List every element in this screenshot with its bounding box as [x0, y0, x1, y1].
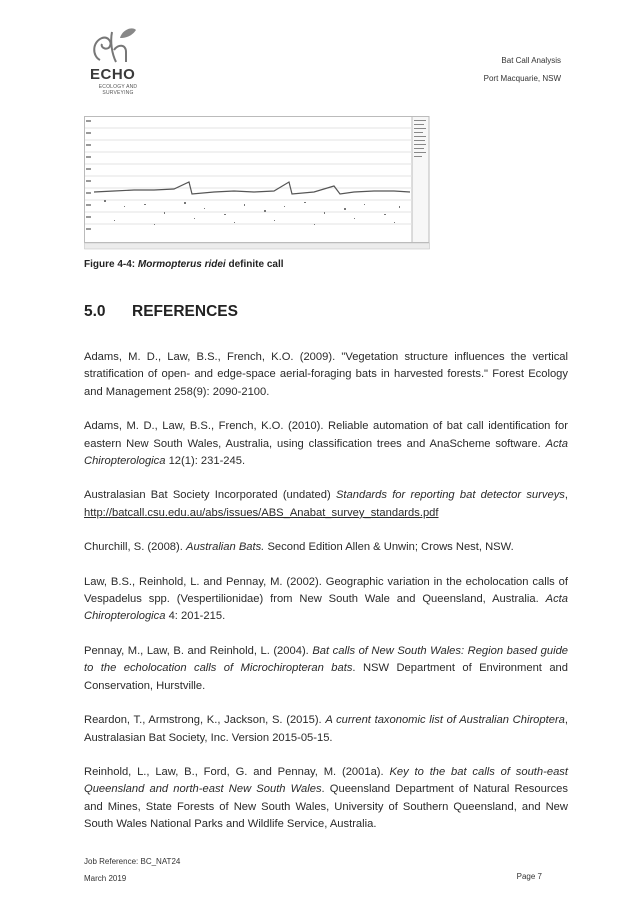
- reference-title: Key to the bat calls of south-east Queensland and north-east New South Wales: [84, 765, 569, 796]
- reference-text: Adams, M. D., Law, B.S., French, K.O. (2010). Reliable automation of bat call identification for eastern New South Wales, Australia, using classification trees and AnaScheme software.: [84, 420, 568, 450]
- reference-text: Law, B.S., Reinhold, L. and Pennay, M. (2002). Geographic variation in the echolocation calls of Vespadelus spp. (Vespertilionidae) from New South Wale and Queensland, Australia.: [84, 575, 568, 606]
- reference-text: 12(1): 231-245.: [165, 455, 246, 468]
- job-reference: Job Reference: BC_NAT24: [84, 857, 181, 866]
- footer-date: March 2019: [84, 874, 127, 883]
- reference-item: [84, 712, 568, 747]
- reference-text: , Australasian Bat Society, Inc. Version 2015-05-15.: [84, 714, 568, 744]
- reference-text: Churchill, S. (2008).: [84, 541, 186, 554]
- doc-title: Bat Call Analysis: [501, 56, 561, 65]
- reference-title: A current taxonomic list of Australian Chiroptera: [325, 714, 565, 727]
- reference-item: [84, 539, 568, 556]
- reference-journal: Acta Chiropterologica: [84, 437, 568, 468]
- reference-journal: Acta Chiropterologica: [84, 593, 568, 623]
- reference-text: 4: 201-215.: [165, 610, 226, 623]
- reference-text: Australasian Bat Society Incorporated (undated): [84, 489, 336, 502]
- reference-item: [84, 574, 568, 626]
- leaf-logo-icon: [86, 26, 146, 68]
- footer-left: [84, 855, 180, 889]
- reference-item: [84, 418, 568, 470]
- reference-text: . NSW Department of Environment and Conservation, Hurstville.: [84, 662, 568, 692]
- caption-species: Mormopterus ridei: [137, 259, 226, 270]
- reference-link[interactable]: http://batcall.csu.edu.au/abs/issues/ABS_Anabat_survey_standards.pdf: [84, 506, 439, 519]
- reference-item: [84, 349, 568, 401]
- reference-title: Standards for reporting bat detector surveys: [335, 489, 565, 502]
- reference-text: Second Edition Allen & Unwin; Crows Nest, NSW.: [264, 541, 514, 554]
- reference-text: Adams, M. D., Law, B.S., French, K.O. (2009). "Vegetation structure influences the vertical stratification of open- and edge-space aerial-foraging bats in harvested forests." Forest Ecology and Management 258(9): 2090-2100.: [84, 351, 568, 398]
- page-number: Page 7: [516, 872, 542, 881]
- reference-item: [84, 643, 568, 695]
- section-number: 5.0: [84, 303, 106, 320]
- caption-suffix: definite call: [225, 259, 284, 270]
- section-heading: [84, 303, 238, 321]
- reference-text: ,: [564, 489, 568, 502]
- document-header: [484, 54, 561, 90]
- reference-text: Reinhold, L., Law, B., Ford, G. and Pennay, M. (2001a).: [84, 765, 390, 778]
- reference-title: Australian Bats.: [185, 541, 265, 554]
- reference-item: [84, 764, 568, 834]
- reference-text: Pennay, M., Law, B. and Reinhold, L. (2004).: [84, 644, 313, 657]
- reference-text: Reardon, T., Armstrong, K., Jackson, S. (2015).: [84, 714, 326, 727]
- caption-prefix: Figure 4-4:: [84, 259, 138, 270]
- reference-title: Bat calls of New South Wales: Region based guide to the echolocation calls of Microchiropteran bats: [84, 644, 569, 675]
- sonogram-image: [84, 116, 430, 250]
- references-list: [84, 349, 568, 851]
- echo-logo: [86, 26, 146, 96]
- reference-item: [84, 487, 568, 522]
- figure-caption: [84, 259, 284, 270]
- logo-brand: ECHO: [90, 66, 136, 83]
- sonogram-figure: [84, 116, 430, 250]
- section-title: REFERENCES: [132, 303, 238, 320]
- doc-location: Port Macquarie, NSW: [483, 74, 561, 83]
- logo-subtitle: ECOLOGY AND SURVEYING: [98, 84, 138, 96]
- reference-text: . Queensland Department of Natural Resources and Mines, State Forests of New South Wales, University of Southern Queensland, and New South Wales National Parks and Wildlife Service, Australia.: [84, 783, 568, 831]
